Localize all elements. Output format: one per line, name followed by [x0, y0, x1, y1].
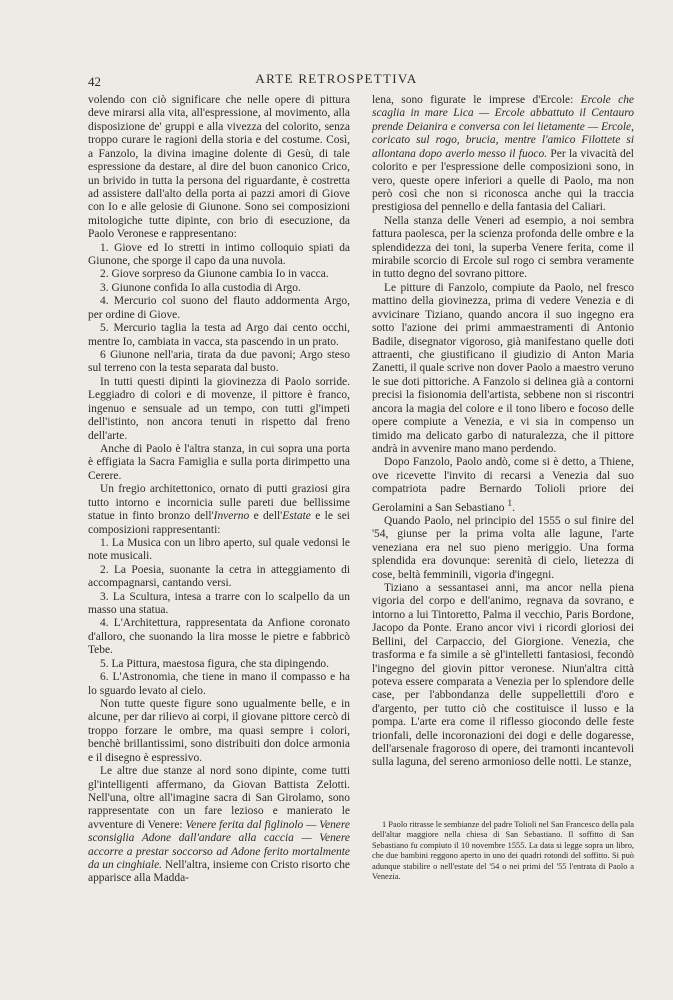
footnotes	[372, 820, 634, 882]
footnote-ref: 1	[507, 497, 513, 509]
list-item: 1. Giove ed Io stretti in intimo colloquio spiati da Giunone, che sporge il capo da una nuvola.	[88, 241, 350, 268]
footnote: 1 Paolo ritrasse le sembianze del padre Tolioli nel San Francesco della pala dell'altar maggiore nella chiesa di San Sebastiano. Il soffitto di San Sebastiano fu compiuto il 10 novembre 1555. La data si legge sopra un libro, che due bambini reggono aperto in uno dei quadri rotondi del soffitto. Si può adunque stabilire o nell'estate del '54 o nei primi del '55 l'entrata di Paolo a Venezia.	[372, 820, 634, 882]
list-item: 6 Giunone nell'aria, tirata da due pavoni; Argo steso sul terreno con la testa separata dal busto.	[88, 349, 350, 375]
paragraph: Nella stanza delle Veneri ad esempio, a noi sembra fattura paolesca, per la scienza profonda delle ombre e la splendidezza dei toni, la superba Venere ferita, come il mirabile scorcio di Ercole sul rogo ci sembra veramente in tutto degno del sovrano pittore.	[372, 214, 634, 281]
paragraph: volendo con ciò significare che nelle opere di pittura deve mirarsi alla vita, all'espressione, al movimento, alla disposizione de' gruppi e alla vivezza del colorito, senza troppo curare le ragioni della storia e del costume. Così, a Fanzolo, la divina imagine dolente di Gesù, di tale espressione da destare, al dire del buon canonico Crico, un brivido in tutta la persona del riguardante, è costretta ad assistere dall'alto della porta ai pazzi amori di Giove con Io e alle gelosie di Giunone. Sono sei composizioni mitologiche tutte dipinte, con brio di esecuzione, da Paolo Veronese e rappresentano:	[88, 94, 350, 241]
list-item: 4. L'Architettura, rappresentata da Anfione coronato d'alloro, che suonando la lira mosse le pietre e fabbricò Tebe.	[88, 617, 350, 657]
list-item: 3. Giunone confida Io alla custodia di Argo.	[100, 281, 301, 294]
right-column	[372, 94, 634, 770]
list-item: 6. L'Astronomia, che tiene in mano il compasso e ha lo sguardo levato al cielo.	[88, 671, 350, 697]
paragraph: Le pitture di Fanzolo, compiute da Paolo, nel fresco mattino della giovinezza, prima di vedere Venezia e di avvicinare Tiziano, quando ancora il suo ingegno era sotto l'azione dei primi ammaestramenti di Antonio Badile, disegnator vigoroso, già manifestano quelle doti attraenti, che giustificano il giudizio di Anton Maria Zanetti, il quale scrive non dover Paolo a maestro veruno le sue doti pittoriche. A Fanzolo si delinea già a contorni precisi la fisionomia dell'artista, sebbene non si riscontri ancora la magia del colore e il tono libero e focoso delle opere compiute a Venezia, e vi sia in compenso un timido ma delicato garbo di naturalezza, che il pittore andrà in avvenire mano mano perdendo.	[372, 281, 634, 455]
list-item: 5. Mercurio taglia la testa ad Argo dai cento occhi, mentre Io, cambiata in vacca, sta pascendo in un prato.	[88, 322, 350, 348]
left-column	[88, 94, 350, 886]
list-item: 4. Mercurio col suono del flauto addormenta Argo, per ordine di Giove.	[88, 295, 350, 321]
paragraph: Tiziano a sessantasei anni, ma ancor nella piena vigoria del corpo e dell'animo, regnava da sovrano, e intorno a lui Tintoretto, Palma il vecchio, Paris Bordone, Jacopo da Ponte. Erano ancor vivi i ricordi gloriosi dei Bellini, del Carpaccio, del Giorgione. Venezia, che trasforma e fa simile a sè gl'intelletti fantasiosi, fecondò l'ingegno del giovin pittor veronese. Niun'altra città poteva essere comparata a Venezia per lo splendore delle case, per l'abbondanza delle suppellettili d'oro e d'argento, per tutto ciò che costituisce il lusso e la pompa. L'arte era come il riflesso giocondo delle feste trionfali, delle incoronazioni dei dogi e delle dogaresse, dell'arsenale fragoroso di opere, dei tramonti incantevoli sulla laguna, del sereno armonioso delle notti. Le stanze,	[372, 582, 634, 769]
paragraph: Quando Paolo, nel principio del 1555 o sul finire del '54, giunse per la prima volta alle lagune, l'arte veneziana era nel suo pieno meriggio. Una forma splendida era dovunque: serenità di cielo, lietezza di cose, beltà femminili, vigoria d'ingegni.	[372, 514, 634, 581]
list-item: 1. La Musica con un libro aperto, sul quale vedonsi le note musicali.	[88, 536, 350, 563]
paragraph: lena, sono figurate le imprese d'Ercole: Ercole che scaglia in mare Lica — Ercole abbattuto il Centauro prende Deianira e conversa con lei lietamente — Ercole, coricato sul rogo, brucia, mentre l'amico Filottete si allontana dopo averlo messo il fuoco. Per la vivacità del colorito e per l'espressione delle composizioni sono, in vero, queste opere inferiori a quelle di Paolo, ma non però così che non si riconosca anche qui la traccia prestigiosa del pennello e della fantasia del Caliari.	[372, 94, 634, 214]
paragraph: Dopo Fanzolo, Paolo andò, come si è detto, a Thiene, ove ricevette l'invito di recarsi a Venezia dal suo compatriota padre Bernardo Tolioli priore dei Gerolamini a San Sebastiano $^1$.	[372, 456, 634, 514]
list-item: 5. La Pittura, maestosa figura, che sta dipingendo.	[100, 657, 330, 670]
paragraph: In tutti questi dipinti la giovinezza di Paolo sorride. Leggiadro di colori e di movenze, il pittore è franco, ingenuo e sensuale ad un tempo, con tutti gl'impeti dell'istinto, non ancora tenuti in rispetto dal freno dell'arte.	[88, 375, 350, 442]
list-item: 3. La Scultura, intesa a trarre con lo scalpello da un masso una statua.	[88, 590, 350, 617]
running-title: ARTE RETROSPETTIVA	[255, 71, 418, 86]
list-item: 2. Giove sorpreso da Giunone cambia Io in vacca.	[100, 268, 329, 281]
paragraph: Non tutte queste figure sono ugualmente belle, e in alcune, per dar rilievo ai corpi, il giovane pittore cercò di troppo forzare le ombre, ma quasi sempre i colori, benchè brillantissimi, sono distribuiti don dolce armonia e il disegno è espressivo.	[88, 697, 350, 764]
page-number: 42	[88, 74, 101, 89]
paragraph: Un fregio architettonico, ornato di putti graziosi gira tutto intorno e incornicia sulle pareti due bellissime statue in finto bronzo dell'Inverno e dell'Estate e le sei composizioni rappresentanti:	[88, 483, 350, 536]
paragraph: Le altre due stanze al nord sono dipinte, come tutti gl'intelligenti affermano, da Giovan Battista Zelotti. Nell'una, oltre all'imagine sacra di San Girolamo, sono rappresentate con un fare lezioso e manierato le avventure di Venere: Venere ferita dal figlinolo — Venere sconsiglia Adone dall'andare alla caccia — Venere accorre a prestar soccorso ad Adone ferito mortalmente da un cinghiale. Nell'altra, insieme con Cristo risorto che apparisce alla Madda-	[88, 765, 350, 885]
paragraph: Anche di Paolo è l'altra stanza, in cui sopra una porta è effigiata la Sacra Famiglia e sulla porta dirimpetto una Cerere.	[88, 442, 350, 482]
list-item: 2. La Poesia, suonante la cetra in atteggiamento di accompagnarsi, cantando versi.	[88, 563, 350, 590]
